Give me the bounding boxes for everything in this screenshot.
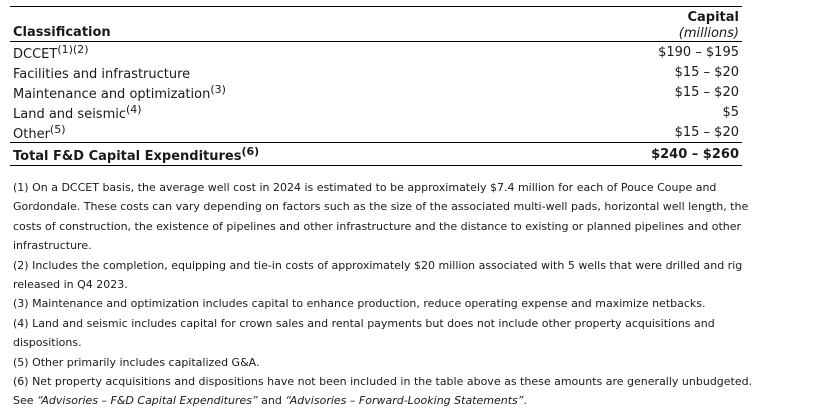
table-row-other [10,122,742,142]
table-row-total [10,142,742,166]
advisories-reference: “Advisories – Forward-Looking Statements” [285,394,524,408]
footnote-3: (3) Maintenance and optimization includes capital to enhance production, reduce operating expense and maximize netbacks. [13,297,706,311]
row-value: $15 – $20 [674,85,739,100]
header-classification: Classification [13,25,111,40]
footnotes [13,178,753,411]
footnote-ref: (6) [241,145,260,158]
table-header [10,7,742,42]
table-row-land-seismic [10,102,742,122]
footnote-ref: (1)(2) [57,43,89,56]
advisories-reference: “Advisories – F&D Capital Expenditures” [37,394,258,408]
row-value: $5 [722,105,739,120]
row-label: $DCCET^{(1)(2)}$ [13,43,89,62]
table-row-facilities [10,62,742,82]
row-value: $15 – $20 [674,125,739,140]
footnote-2: (2) Includes the completion, equipping and tie-in costs of approximately $20 million associated with 5 wells that were drilled and rig released in Q4 2023. [13,258,743,292]
footnote-6: (6) Net property acquisitions and dispositions have not been included in the table above as these amounts are generally unbudgeted. See “Advisories – F&D Capital Expenditures” and “Advisories – Forward-Looking Statements”. [13,375,753,408]
footnote-5: (5) Other primarily includes capitalized G&A. [13,355,260,369]
row-label: Other$^{(5)}$ [13,123,66,142]
header-capital: Capital [687,10,739,25]
footnote-1: (1) On a DCCET basis, the average well cost in 2024 is estimated to be approximately $7.4 million for each of Pouce Coupe and Gordondale. These costs can vary depending on factors such as the size of the associated multi-well pads, horizontal well length, the costs of construction, the existence of pipelines and other infrastructure and the distance to existing or planned pipelines and other infrastructure. [13,181,749,253]
header-unit: (millions) [678,26,739,41]
footnote-ref: (4) [126,103,142,116]
footnote-ref: (3) [210,83,226,96]
footnote-4: (4) Land and seismic includes capital for crown sales and rental payments but does not include other property acquisitions and dispositions. [13,316,715,350]
table-row-maintenance [10,82,742,102]
footnote-ref: (5) [49,123,66,136]
row-label: Facilities and infrastructure [13,67,191,82]
row-label: Maintenance and optimization$^{(3)}$ [13,83,226,102]
total-label: Total F&D Capital Expenditures$^{(6)}$ [13,145,260,164]
capital-table [10,6,742,166]
row-label: Land and seismic$^{(4)}$ [13,103,142,122]
row-value: $15 – $20 [674,65,739,80]
total-value: $240 – $260 [651,147,739,162]
row-value: $190 – $195 [658,45,739,60]
table-row-dccet [10,42,742,62]
